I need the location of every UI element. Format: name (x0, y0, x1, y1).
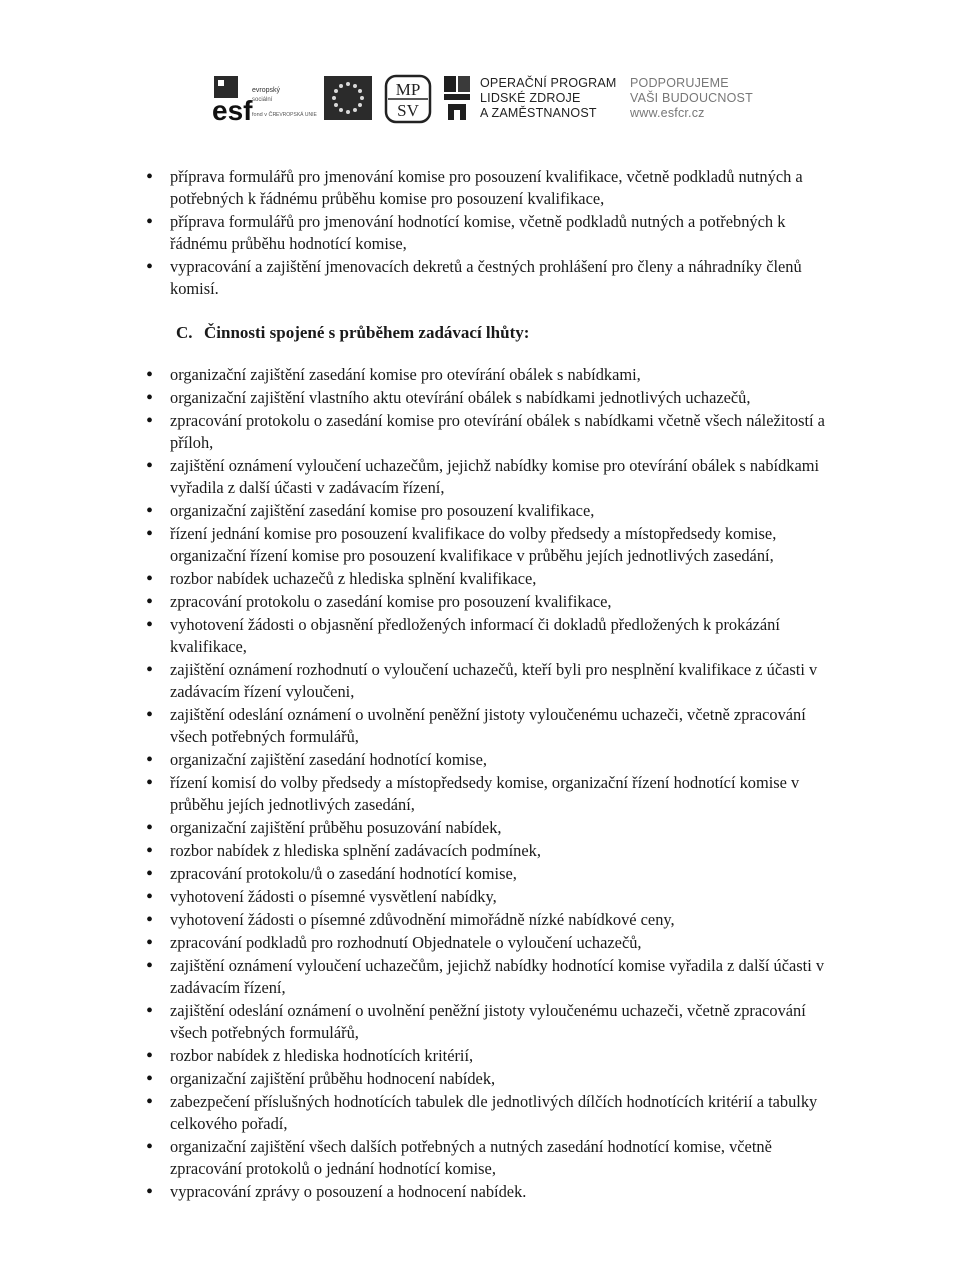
esf-label-2: sociální (252, 97, 273, 103)
esf-logo (212, 74, 320, 122)
list-item: • rozbor nabídek uchazečů z hlediska splnění kvalifikace, (146, 568, 846, 590)
list-item: • zajištění oznámení rozhodnutí o vyloučení uchazečů, kteří byli pro nesplnění kvalifikace z účasti v zadávacím řízení vyloučeni, (146, 659, 846, 703)
mpsv-mark-2: SV (397, 101, 419, 120)
section-c-heading (176, 322, 846, 344)
list-item: • vyhotovení žádosti o objasnění předložených informací či dokladů předložených k prokázání kvalifikace, (146, 614, 846, 658)
op-line-2: LIDSKÉ ZDROJE (480, 91, 581, 105)
list-item: • organizační zajištění zasedání komise pro otevírání obálek s nabídkami, (146, 364, 846, 386)
list-item: • vyhotovení žádosti o písemné zdůvodnění mimořádně nízké nabídkové ceny, (146, 909, 846, 931)
list-item: • organizační zajištění zasedání hodnotící komise, (146, 749, 846, 771)
list-item: • zabezpečení příslušných hodnotících tabulek dle jednotlivých dílčích hodnotících kritérií a tabulky celkového pořadí, (146, 1091, 846, 1135)
header-logos (212, 70, 752, 128)
list-item: • vyhotovení žádosti o písemné vysvětlení nabídky, (146, 886, 846, 908)
op-emblem-icon (442, 74, 472, 122)
list-item: • zajištění oznámení vyloučení uchazečům, jejichž nabídky komise pro otevírání obálek s nabídkami vyřadila z další účasti v zadávacím řízení, (146, 455, 846, 499)
list-item: • organizační zajištění zasedání komise pro posouzení kvalifikace, (146, 500, 846, 522)
support-line-2: VAŠI BUDOUCNOST (630, 91, 753, 105)
list-item: • řízení jednání komise pro posouzení kvalifikace do volby předsedy a místopředsedy komise, organizační řízení komise pro posouzení kvalifikace v průběhu jejích jednotlivých zasedání, (146, 523, 846, 567)
list-item: • vypracování zprávy o posouzení a hodnocení nabídek. (146, 1181, 846, 1203)
list-item: • zajištění odeslání oznámení o uvolnění peněžní jistoty vyloučenému uchazeči, včetně zpracování všech potřebných formulářů, (146, 1000, 846, 1044)
esf-label-1: evropský (252, 87, 281, 94)
list-item: • vypracování a zajištění jmenovacích dekretů a čestných prohlášení pro členy a náhradníky členů komisí. (146, 256, 846, 300)
support-text (630, 76, 753, 121)
list-item: • rozbor nabídek z hlediska hodnotících kritérií, (146, 1045, 846, 1067)
list-item: • řízení komisí do volby předsedy a místopředsedy komise, organizační řízení hodnotící komise v průběhu jejích jednotlivých zasedání, (146, 772, 846, 816)
mpsv-mark-1: MP (395, 80, 421, 99)
list-item: • zpracování protokolu o zasedání komise pro posouzení kvalifikace, (146, 591, 846, 613)
list-item: • organizační zajištění průběhu posuzování nabídek, (146, 817, 846, 839)
section-letter: C. (176, 323, 193, 342)
mpsv-logo (384, 74, 432, 124)
op-line-1: OPERAČNÍ PROGRAM (480, 76, 617, 90)
list-item: • zpracování protokolu/ů o zasedání hodnotící komise, (146, 863, 846, 885)
website-link[interactable]: www.esfcr.cz (630, 106, 705, 120)
list-item: • příprava formulářů pro jmenování hodnotící komise, včetně podkladů nutných a potřebných k řádnému průběhu hodnotící komise, (146, 211, 846, 255)
list-item: • organizační zajištění všech dalších potřebných a nutných zasedání hodnotící komise, včetně zpracování protokolů o jednání hodnotící komise, (146, 1136, 846, 1180)
list-c (146, 364, 846, 1203)
document-body (146, 166, 846, 1204)
esf-label-4: EVROPSKÁ UNIE (276, 112, 317, 118)
list-item: • organizační zajištění průběhu hodnocení nabídek, (146, 1068, 846, 1090)
section-title: Činnosti spojené s průběhem zadávací lhůty: (204, 323, 530, 342)
support-line-1: PODPORUJEME (630, 76, 729, 90)
list-item: • zajištění oznámení vyloučení uchazečům, jejichž nabídky hodnotící komise vyřadila z další účasti v zadávacím řízení, (146, 955, 846, 999)
list-b (146, 166, 846, 300)
list-item: • organizační zajištění vlastního aktu otevírání obálek s nabídkami jednotlivých uchazečů, (146, 387, 846, 409)
esf-mark: esf (212, 95, 253, 122)
list-item: • příprava formulářů pro jmenování komise pro posouzení kvalifikace, včetně podkladů nutných a potřebných k řádnému průběhu komise pro posouzení kvalifikace, (146, 166, 846, 210)
esf-label-3: fond v ČR (252, 112, 277, 118)
op-line-3: A ZAMĚSTNANOST (480, 106, 597, 120)
list-item: • rozbor nabídek z hlediska splnění zadávacích podmínek, (146, 840, 846, 862)
list-item: • zpracování protokolu o zasedání komise pro otevírání obálek s nabídkami včetně všech náležitostí a příloh, (146, 410, 846, 454)
eu-flag-icon (324, 76, 372, 120)
list-item: • zajištění odeslání oznámení o uvolnění peněžní jistoty vyloučenému uchazeči, včetně zpracování všech potřebných formulářů, (146, 704, 846, 748)
list-item: • zpracování podkladů pro rozhodnutí Objednatele o vyloučení uchazečů, (146, 932, 846, 954)
op-program-text (480, 76, 617, 121)
